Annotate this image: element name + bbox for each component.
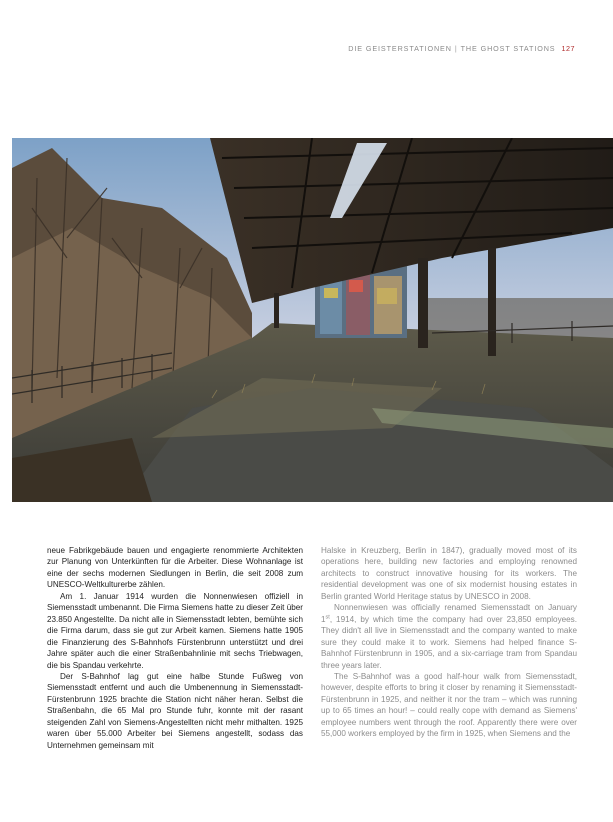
german-paragraph-2: Am 1. Januar 1914 wurden die Nonnenwiesen offiziell in Siemensstadt umbenannt. Die Firma Siemens hatte zu dieser Zeit über 23.850 Angestellte. Da nicht alle in Siemensstadt lebten, bemühte sich die Firma darum, dass sie gut zur Arbeit kamen. Siemens hatte 1905 die Finanzierung des S-Bahnhofs Fürstenbrunn unterstützt und drei Jahre später auch die einer Straßenbahnlinie mit sechs Triebwagen, die bis Spandau verkehrte.: [47, 591, 303, 670]
english-paragraph-2-end: , 1914, by which time the company had over 23,850 employees. They didn't all live in Siemensstadt and the company wanted to make sure they could make it to work. Siemens had helped finance S-Bahnhof Fürstenbrunn in 1905, and a six-carriage tram from Spandau three years later.: [321, 614, 577, 670]
english-text-column: [321, 545, 577, 740]
ordinal-suffix: st: [325, 614, 330, 620]
english-paragraph-1: Halske in Kreuzberg, Berlin in 1847), gradually moved most of its operations here, building new factories and employing renowned architects to construct innovative housing for its workers. The residential development was one of six modernist housing estates in Berlin granted World Heritage status by UNESCO in 2008.: [321, 546, 577, 601]
german-text-column: [47, 545, 303, 751]
station-photo: [12, 138, 613, 502]
english-paragraph-3: The S-Bahnhof was a good half-hour walk from Siemensstadt, however, despite efforts to bring it closer by renaming it Siemensstadt-Fürstenbrunn in 1925, and neither it nor the tram – which was running up to 65 times an hour! – could really cope with demand as Siemens' employee numbers went through the roof. Apparently there were over 55,000 workers employed by the firm in 1925, when Siemens and the: [321, 671, 577, 739]
running-head-german: DIE GEISTERSTATIONEN: [348, 44, 452, 53]
german-paragraph-1: neue Fabrikgebäude bauen und engagierte renommierte Architekten zur Planung von Unterkünften für die Arbeiter. Diese Wohnanlage ist eine der sechs modernen Siedlungen in Berlin, die seit 2008 zum UNESCO-Weltkulturerbe zählen.: [47, 546, 303, 590]
english-paragraph-2: [321, 602, 577, 671]
page-number: 127: [561, 44, 575, 53]
running-head-english: THE GHOST STATIONS: [460, 44, 556, 53]
english-paragraph-2-start: Nonnenwiesen was officially renamed Siemensstadt on January 1: [321, 603, 577, 624]
running-head-separator: |: [454, 44, 458, 53]
german-paragraph-3: Der S-Bahnhof lag gut eine halbe Stunde Fußweg von Siemensstadt entfernt und auch die Umbenennung in Siemensstadt-Fürstenbrunn 1925 brachte die Station nicht näher heran. Selbst die Straßenbahn, die 65 Mal pro Stunde fuhr, konnte mit der rasant steigenden Zahl von Siemens-Angestellten nicht mehr mithalten. 1925 waren über 55.000 Arbeiter bei Siemens angestellt, sodass das Unternehmen gemeinsam mit: [47, 671, 303, 750]
abandoned-station-platform-photo: [12, 138, 613, 502]
running-head: [348, 44, 575, 53]
